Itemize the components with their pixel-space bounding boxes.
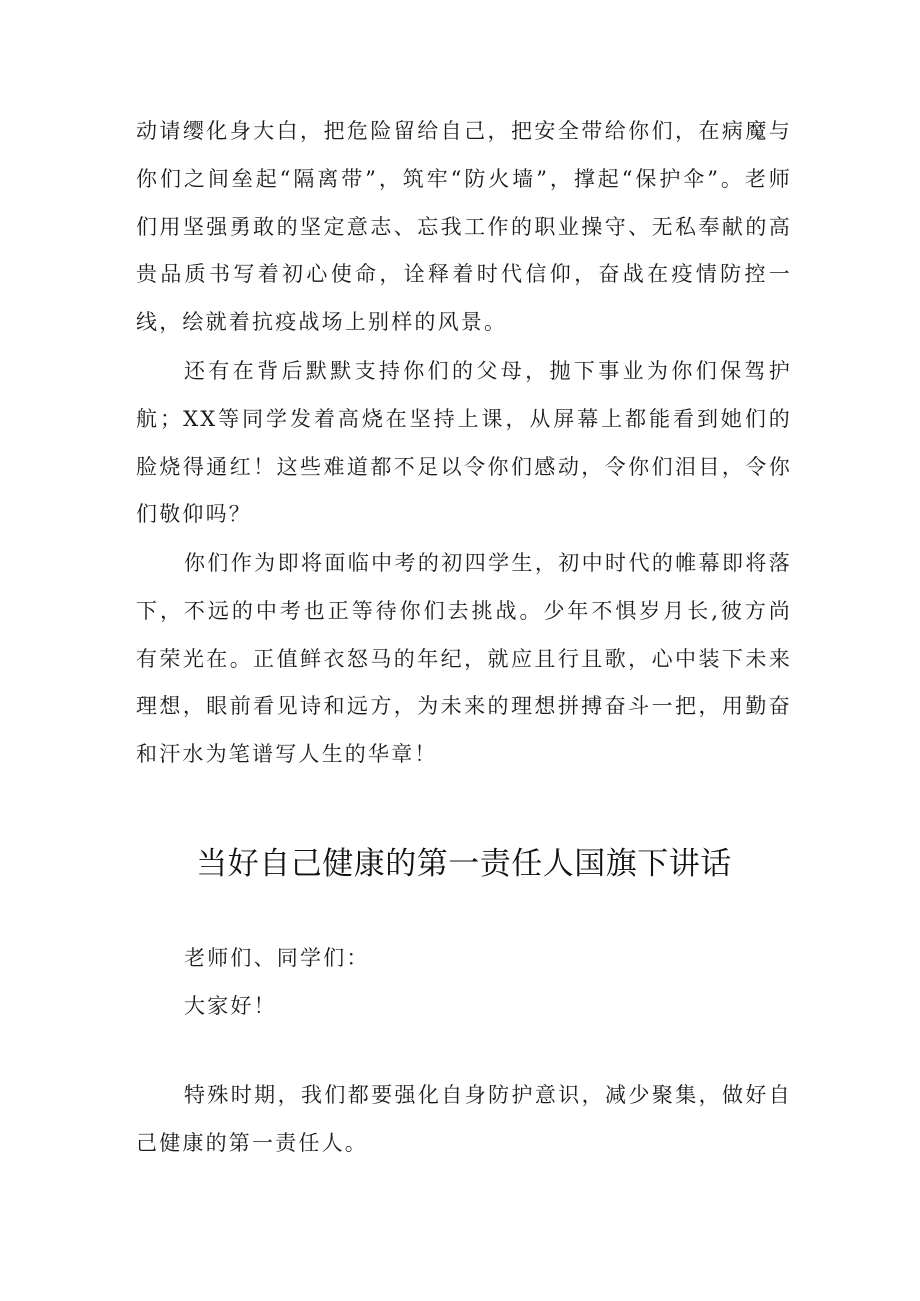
body-paragraph-3: 你们作为即将面临中考的初四学生，初中时代的帷幕即将落下，不远的中考也正等待你们去挑战。少年不惧岁月长,彼方尚有荣光在。正值鲜衣怒马的年纪，就应且行且歌，心中装下未来理想，眼前看见诗和远方，为未来的理想拼搏奋斗一把，用勤奋和汗水为笔谱写人生的华章！	[136, 551, 792, 767]
body-paragraph-1: 动请缨化身大白，把危险留给自己，把安全带给你们，在病魔与你们之间垒起“隔离带”，筑牢“防火墙”，撑起“保护伞”。老师们用坚强勇敢的坚定意志、忘我工作的职业操守、无私奉献的高贵品质书写着初心使命，诠释着时代信仰，奋战在疫情防控一线，绘就着抗疫战场上别样的风景。	[136, 119, 792, 335]
body-paragraph-2: 还有在背后默默支持你们的父母，抛下事业为你们保驾护航；XX等同学发着高烧在坚持上课，从屏幕上都能看到她们的脸烧得通红！这些难道都不足以令你们感动，令你们泪目，令你们敬仰吗？	[136, 359, 792, 527]
speech-title: 当好自己健康的第一责任人国旗下讲话	[196, 846, 732, 882]
greeting: 大家好！	[184, 994, 277, 1018]
body-paragraph-4: 特殊时期，我们都要强化自身防护意识，减少聚集，做好自己健康的第一责任人。	[136, 1083, 792, 1155]
salutation: 老师们、同学们：	[184, 946, 370, 970]
